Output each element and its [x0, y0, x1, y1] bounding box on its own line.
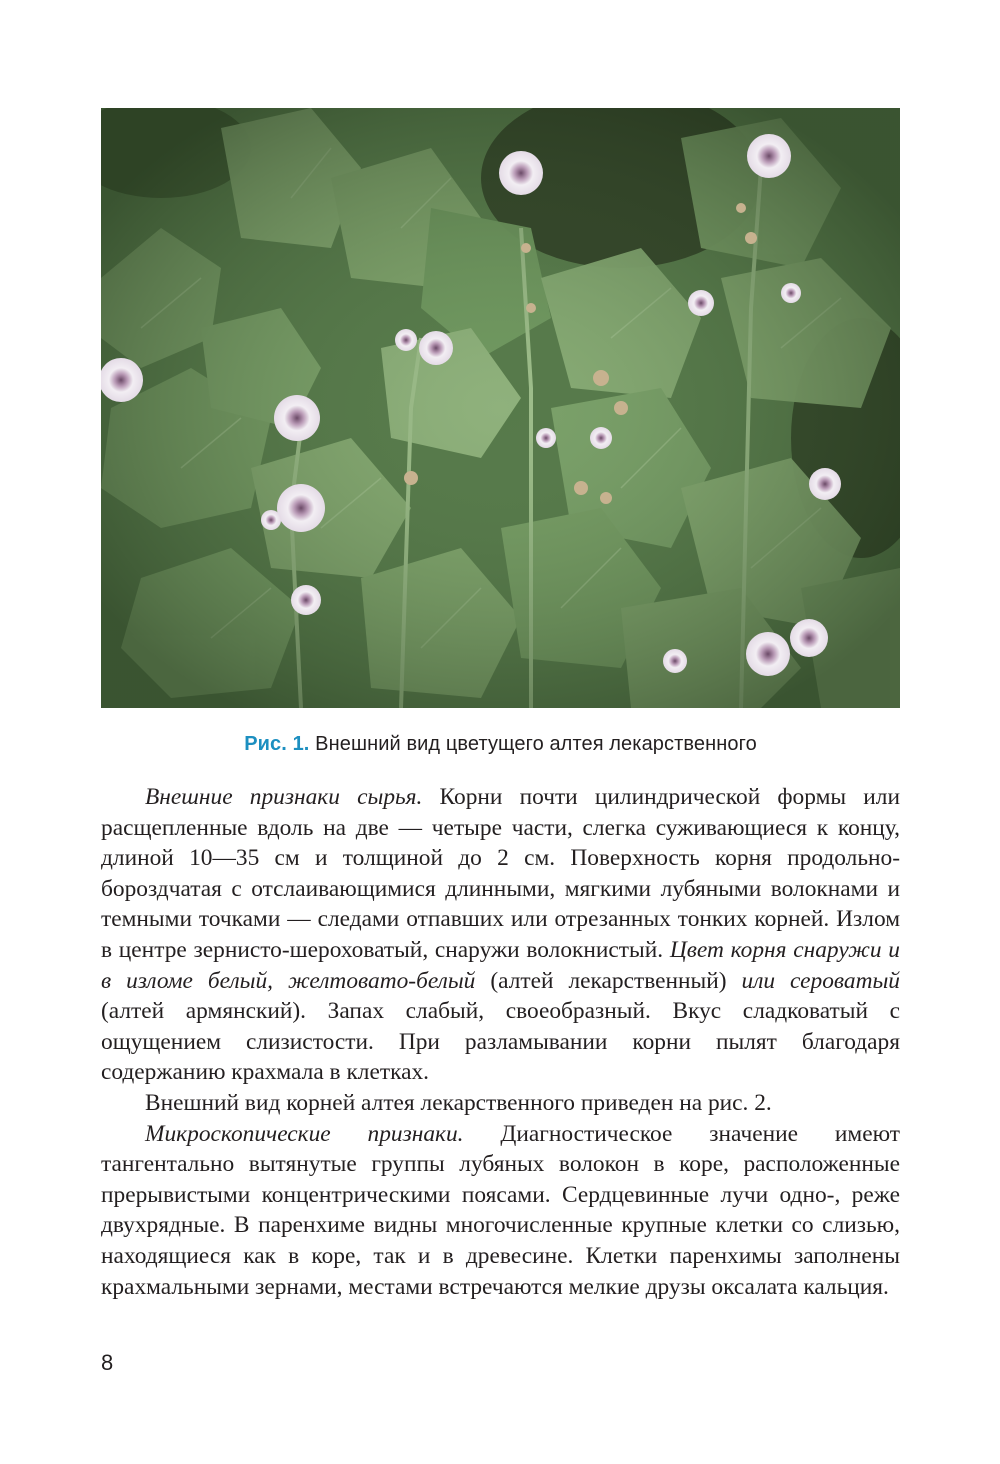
heading-external-features: Внешние признаки сырья.: [145, 784, 423, 810]
text-run: Корни почти цилиндрической формы или расщепленные вдоль на две — четыре части, слегка суживающиеся к концу, длиной 10—35 см и толщиной до 2 см. Поверхность корня продольно-бороздчатая с отслаивающимися длинными, мягкими лубяными волокнами и темными точками — следами отпавших или отрезанных тонких корней. Излом в центре зернисто-шероховатый, снаружи волокнистый.: [101, 784, 900, 963]
figure-caption: [101, 733, 900, 756]
paragraph-microscopic-features: [101, 1119, 900, 1303]
marshmallow-plant-photo: [101, 108, 900, 708]
text-run: Диагностическое значение имеют тангентально вытянутые группы лубяных волокон в коре, расположенные прерывистыми концентрическими поясами. Сердцевинные лучи одно-, реже двухрядные. В паренхиме видны многочисленные крупные клетки со слизью, находящиеся как в коре, так и в древесине. Клетки паренхимы заполнены крахмальными зернами, местами встречаются мелкие друзы оксалата кальция.: [101, 1120, 900, 1300]
italic-run: Цвет корня снаружи и в изломе белый, желтовато-белый: [101, 936, 900, 994]
body-text: [101, 782, 900, 1302]
paragraph-external-features: [101, 782, 900, 1088]
figure-caption-label: Рис. 1.: [244, 733, 310, 755]
text-run: (алтей армянский). Запах слабый, своеобразный. Вкус сладковатый с ощущением слизистости. При разламывании корни пылят благодаря содержанию крахмала в клетках.: [101, 998, 900, 1086]
page-number: 8: [101, 1350, 114, 1375]
figure-caption-text: Внешний вид цветущего алтея лекарственного: [315, 733, 757, 755]
italic-run: или сероватый: [741, 967, 901, 994]
figure-photo: [101, 108, 900, 708]
paragraph-figure-reference: Внешний вид корней алтея лекарственного приведен на рис. 2.: [145, 1089, 772, 1116]
text-run: (алтей лекарственный): [475, 967, 742, 994]
heading-microscopic-features: Микроскопические признаки.: [145, 1120, 464, 1147]
